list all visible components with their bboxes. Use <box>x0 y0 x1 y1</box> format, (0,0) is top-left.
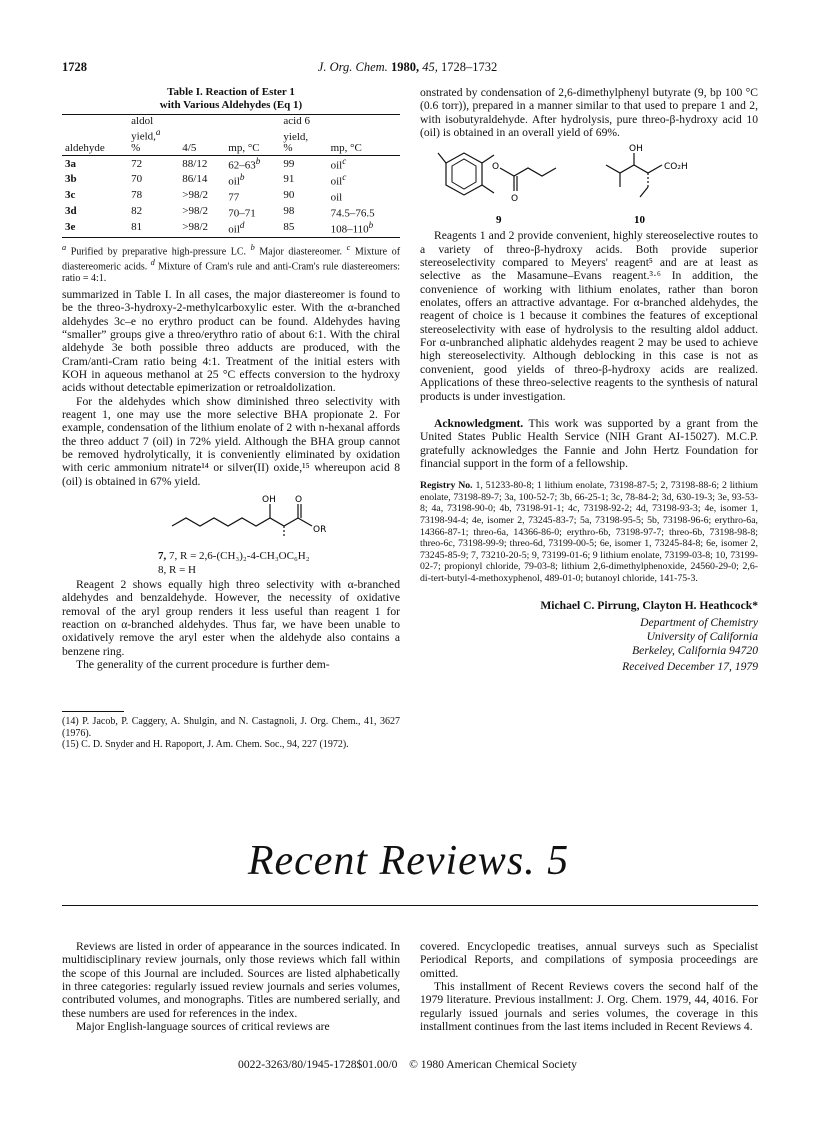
table-row <box>62 204 400 220</box>
affil-line-3: Berkeley, California 94720 <box>632 643 758 657</box>
reference-15: (15) C. D. Snyder and H. Rapoport, J. Am. Chem. Soc., 94, 227 (1972). <box>62 739 349 750</box>
table-cell: oil$^c$ <box>330 172 347 188</box>
structures-9-10 <box>420 143 758 227</box>
journal-volume: 45, <box>422 60 438 74</box>
reference-14: (14) P. Jacob, P. Caggery, A. Shulgin, and N. Castagnoli, J. Org. Chem., 41, 3627 (1976). <box>62 716 400 739</box>
label-10: 10 <box>634 214 645 227</box>
table-cell: 62–63$^b$ <box>228 156 261 172</box>
compound-7-caption: 7, 7, R = 2,6-(CH₃)₂-4-CH₃OC₆H₂ <box>158 549 310 562</box>
table-cell: 82 <box>131 205 143 218</box>
reviews-right-p1: covered. Encyclopedic treatises, annual surveys such as Specialist Periodical Reports, and compilations of symposia proceedings are omitted. <box>420 940 758 980</box>
table-cell: 3b <box>65 173 77 186</box>
references <box>62 711 400 751</box>
th-acid-1: acid 6 <box>280 115 327 128</box>
left-column <box>62 86 400 671</box>
journal-citation <box>62 60 753 75</box>
compound-8-caption <box>62 564 400 576</box>
page-footer <box>62 1058 753 1071</box>
table-cell: 88/12 <box>182 157 208 170</box>
table-cell: 3c <box>65 189 76 202</box>
th-aldol-1: aldol <box>128 115 179 128</box>
table-cell: 108–110$^b$ <box>328 220 400 237</box>
table-footnotes: $^a$ Purified by preparative high-pressure LC. $^b$ Major diastereomer. $^c$ Mixture of diastereomeric acids. $^d$ Mixture of Cram's rule and anti-Cram's rule diastereomers: ratio = 4:1. <box>62 242 401 284</box>
th-aldehyde: aldehyde <box>62 143 128 156</box>
section-rule <box>62 905 758 906</box>
ack-text: This work was supported by a grant from the United States Public Health Service (NIH Grant AI-15027). M.C.P. gratefully acknowledges the Fannie and John Hertz Foundation for financial support in the form of a fellowship. <box>420 416 758 470</box>
table-cell: 81 <box>128 220 179 237</box>
th-ratio: 4/5 <box>179 143 225 156</box>
reviews-left-column <box>62 940 400 1033</box>
table-row <box>62 188 400 204</box>
affil-line-1: Department of Chemistry <box>640 615 758 629</box>
footer-code: 0022-3263/80/1945-1728$01.00/0 <box>238 1058 398 1071</box>
table-cell: 3e <box>62 220 128 237</box>
table-cell: 78 <box>131 189 143 202</box>
table-cell: 72 <box>131 157 143 170</box>
structure-7-8 <box>62 492 400 548</box>
right-column <box>420 86 758 673</box>
label-9: 9 <box>496 214 502 227</box>
table-cell: oil$^d$ <box>225 220 280 237</box>
registry-text: 1, 51233-80-8; 1 lithium enolate, 73198-87-5; 2, 73198-88-6; 2 lithium enolate, 73198-89-7; 3a, 100-52-7; 3b, 66-25-1; 3c, 78-84-2; 3d, 630-19-3; 3e, 93-53-8; 4a, 73198-90-0; 4b, 73198-91-1; 4c, 73198-92-2; 4d, 73198-93-3; 4e, isomer 1, 73198-94-4; 4e, isomer 2, 73245-83-7; 5a, 73198-95-5; 5b, 73198-96-6; erythro-6a, 14366-87-1; threo-6a, 14366-86-0; erythro-6b, 73198-97-7; threo-6b, 73198-98-8; threo-6c, 73198-99-9; threo-6d, 73199-00-5; 6e, isomer 1, 73245-84-8; 6e, isomer 2, 73245-85-9; 7, 73210-20-5; 9, 73199-01-6; 9 lithium enolate, 73199-03-8; 10, 73199-02-7; propionyl chloride, 79-03-8; lithium 2,6-dimethylphenoxide, 24560-29-0; 2,6-di-tert-butyl-4-methoxyphenol, 489-01-0; butanoyl chloride, 141-75-3. <box>420 480 758 584</box>
table-cell: 77 <box>228 191 240 204</box>
table-cell: 90 <box>283 189 295 202</box>
right-paragraph-2: Reagents 1 and 2 provide convenient, highly stereoselective routes to a variety of threo-β-hydroxy acids. Both provide superior stereoselectivity compared to Meyers' reagent⁵ and are at least as selective as the Masamune–Evans reagent.³·⁶ In addition, the convenience of working with lithium enolates, rather than boron enolates, offers an attractive advantage. For α-branched aldehydes, the reagent of choice is 1 because it combines the features of exceptional stereoselectivity with ease of hydrolysis to the resulting aldol adduct. For α-unbranched aliphatic aldehydes reagent 2 may be used to achieve high stereoselectivity. Although deblocking in this case is not as convenient, good yields of threo-β-hydroxy acids are realized. Applications of these threo-selective reagents to the synthesis of natural products is under investigation. <box>420 229 758 403</box>
running-header <box>62 60 753 78</box>
reviews-right-p2: This installment of Recent Reviews covers the second half of the 1979 literature. Previous installment: J. Org. Chem. 1979, 44, 4016. For regularly issued journals and series volumes, the coverage in this installment continues from the last items included in Recent Reviews 4. <box>420 980 758 1034</box>
th-mp2: mp, °C <box>328 143 400 156</box>
table-cell: 98 <box>283 205 295 218</box>
reviews-left-p2: Major English-language sources of critical reviews are <box>76 1020 330 1034</box>
table-row <box>62 220 400 237</box>
page-number: 1728 <box>62 60 87 74</box>
table-cell: 86/14 <box>182 173 208 186</box>
table-1 <box>62 114 400 238</box>
th-aldol-2: yield,$^a$ <box>131 127 161 143</box>
reviews-left-p1: Reviews are listed in order of appearance in the sources indicated. In multidisciplinary review journals, only those reviews which fall within the scope of this Journal are included. Sources are listed alphabetically in three categories: regularly issued review journals and series volumes, contributed volumes, and monographs. Titles are numbered serially, and these numbers are used for references in the index. <box>62 940 400 1020</box>
table-cell: >98/2 <box>182 189 209 202</box>
journal-pages: 1728–1732 <box>440 60 498 74</box>
table-cell: oil <box>330 191 343 204</box>
cap8-text: 8, R = H <box>158 563 196 576</box>
table-cell: 70 <box>131 173 143 186</box>
left-paragraph-1: summarized in Table I. In all cases, the major diastereomer is found to be the threo-3-hydroxy-2-methylcarboxylic ester. With the α-branched aldehydes 3c–e no erythro product can be found. Aldehydes having “smaller” groups give a threo/erythro ratio of about 6:1. With the chiral aldehyde 3e both possible threo adducts are produced, with the Cram/anti-Cram ratio being 4:1. Treatment of the initial esters with KOH in aqueous methanol at 25 °C effects conversion to the hydroxy acids without detectable epimerization or retroaldolization. <box>62 287 400 395</box>
table-caption-line1: Table I. Reaction of Ester 1 <box>167 86 295 98</box>
struct-o-label: O <box>295 494 303 505</box>
cap7-text: 7, R = 2,6-(CH₃)₂-4-CH₃OC₆H₂ <box>169 549 310 562</box>
journal-name: J. Org. Chem. <box>317 60 388 74</box>
table-cell: >98/2 <box>182 205 209 218</box>
left-paragraph-3: Reagent 2 shows equally high threo selectivity with α-branched aldehydes and benzaldehyde. However, the necessity of oxidative removal of the aryl group renders it less useful than reagent 1 for reaction on α-branched aldehydes. Thus far, we have been unable to oxidatively remove the aryl ester when the aldehyde also contains a benzene ring. <box>62 577 400 658</box>
s10-co2h-label: CO₂H <box>664 162 688 173</box>
received-date: Received December 17, 1979 <box>622 659 758 673</box>
section-title: Recent Reviews. 5 <box>247 838 570 884</box>
footer-copyright: © 1980 American Chemical Society <box>409 1058 577 1071</box>
s10-oh-label: OH <box>629 144 643 155</box>
left-paragraph-2: For the aldehydes which show diminished threo selectivity with reagent 1, one may use the more selective BHA propionate 2. For example, condensation of the lithium enolate of 2 with n-hexanal affords the threo adduct 7 (oil) in 72% yield. Although the BHA group cannot be removed hydrolytically, it is conveniently eliminated by oxidation with ceric ammonium nitrate¹⁴ or silver(II) oxide,¹⁵ whereupon acid 8 (oil) is obtained in 67% yield. <box>62 394 400 488</box>
th-mp1: mp, °C <box>225 143 280 156</box>
table-caption-line2: with Various Aldehydes (Eq 1) <box>159 98 303 111</box>
struct-or-label: OR <box>313 524 327 535</box>
right-paragraph-1: onstrated by condensation of 2,6-dimethylphenyl butyrate (9, bp 100 °C (0.6 torr)), prepared in a manner similar to that used to prepare 1 and 2, with isobutyraldehyde. After hydrolysis, pure threo-β-hydroxy acid 10 (oil) is obtained in an overall yield of 69%. <box>420 86 758 140</box>
affiliation <box>420 616 758 658</box>
table-cell: oil$^b$ <box>228 172 245 188</box>
table-cell: 3d <box>65 205 77 218</box>
struct-oh-label: OH <box>262 494 276 505</box>
acknowledgment <box>420 417 758 470</box>
registry-heading: Registry No. <box>420 480 473 492</box>
table-row <box>62 172 400 188</box>
table-cell: 91 <box>283 173 295 186</box>
table-cell: 70–71 <box>228 207 256 220</box>
th-acid-pct: % <box>280 143 327 156</box>
table-cell: oil$^c$ <box>330 156 347 172</box>
table-caption <box>62 86 400 111</box>
th-aldol-pct: % <box>128 143 179 156</box>
table-cell: >98/2 <box>179 220 225 237</box>
s9-o-label: O <box>492 162 500 173</box>
table-cell: 74.5–76.5 <box>330 207 375 220</box>
reviews-right-column <box>420 940 758 1033</box>
table-cell: 85 <box>280 220 327 237</box>
ack-heading: Acknowledgment. <box>434 416 524 430</box>
affil-line-2: University of California <box>646 629 758 643</box>
s9-carbonyl-o-label: O <box>511 194 519 205</box>
journal-year: 1980, <box>390 60 420 74</box>
authors: Michael C. Pirrung, Clayton H. Heathcock* <box>540 598 758 612</box>
registry-numbers <box>420 480 758 584</box>
th-acid-2: yield, <box>283 130 309 143</box>
table-cell: 3a <box>65 157 76 170</box>
left-paragraph-4: The generality of the current procedure is further dem- <box>76 658 330 672</box>
table-row <box>62 156 400 172</box>
table-cell: 99 <box>283 157 295 170</box>
